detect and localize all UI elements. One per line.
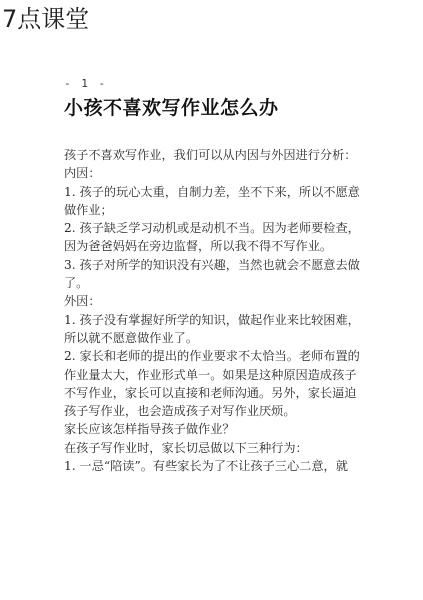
text-line: 在孩子写作业时，家长切忌做以下三种行为：: [64, 440, 308, 455]
text-line: 1. 一忌“陪读”。有些家长为了不让孩子三心二意，就: [64, 459, 348, 474]
text-line: 做作业；: [64, 202, 113, 217]
document-body: [64, 146, 364, 475]
text-line: 孩子不喜欢写作业，我们可以从内因与外因进行分析：: [64, 148, 357, 162]
text-line: 家长应该怎样指导孩子做作业？: [64, 422, 235, 437]
text-line: 内因：: [64, 166, 101, 181]
text-line: 孩子写作业，也会造成孩子对写作业厌烦。: [64, 404, 296, 419]
page-number: - 1 -: [64, 77, 108, 90]
text-line: 作业量太大，作业形式单一。如果是这种原因造成孩子: [64, 367, 357, 382]
text-line: 所以就不愿意做作业了。: [64, 330, 199, 345]
text-line: 因为爸爸妈妈在旁边监督，所以我不得不写作业。: [64, 239, 333, 254]
text-line: 1. 孩子没有掌握好所学的知识，做起作业来比较困难，: [64, 312, 360, 327]
text-line: 2. 家长和老师的提出的作业要求不太恰当。老师布置的: [64, 349, 360, 364]
text-line: 3. 孩子对所学的知识没有兴趣，当然也就会不愿意去做: [64, 257, 360, 272]
text-line: 2. 孩子缺乏学习动机或是动机不当。因为老师要检查，: [64, 221, 360, 236]
document-page: [0, 60, 423, 600]
watermark-logo-text: 7点课堂: [2, 5, 90, 33]
document-title: 小孩不喜欢写作业怎么办: [64, 97, 279, 119]
text-line: 不写作业，家长可以直接和老师沟通。另外，家长逼迫: [64, 385, 357, 400]
text-line: 外因：: [64, 294, 101, 309]
text-line: 1. 孩子的玩心太重，自制力差，坐不下来，所以不愿意: [64, 184, 360, 199]
text-line: 了。: [64, 276, 89, 291]
